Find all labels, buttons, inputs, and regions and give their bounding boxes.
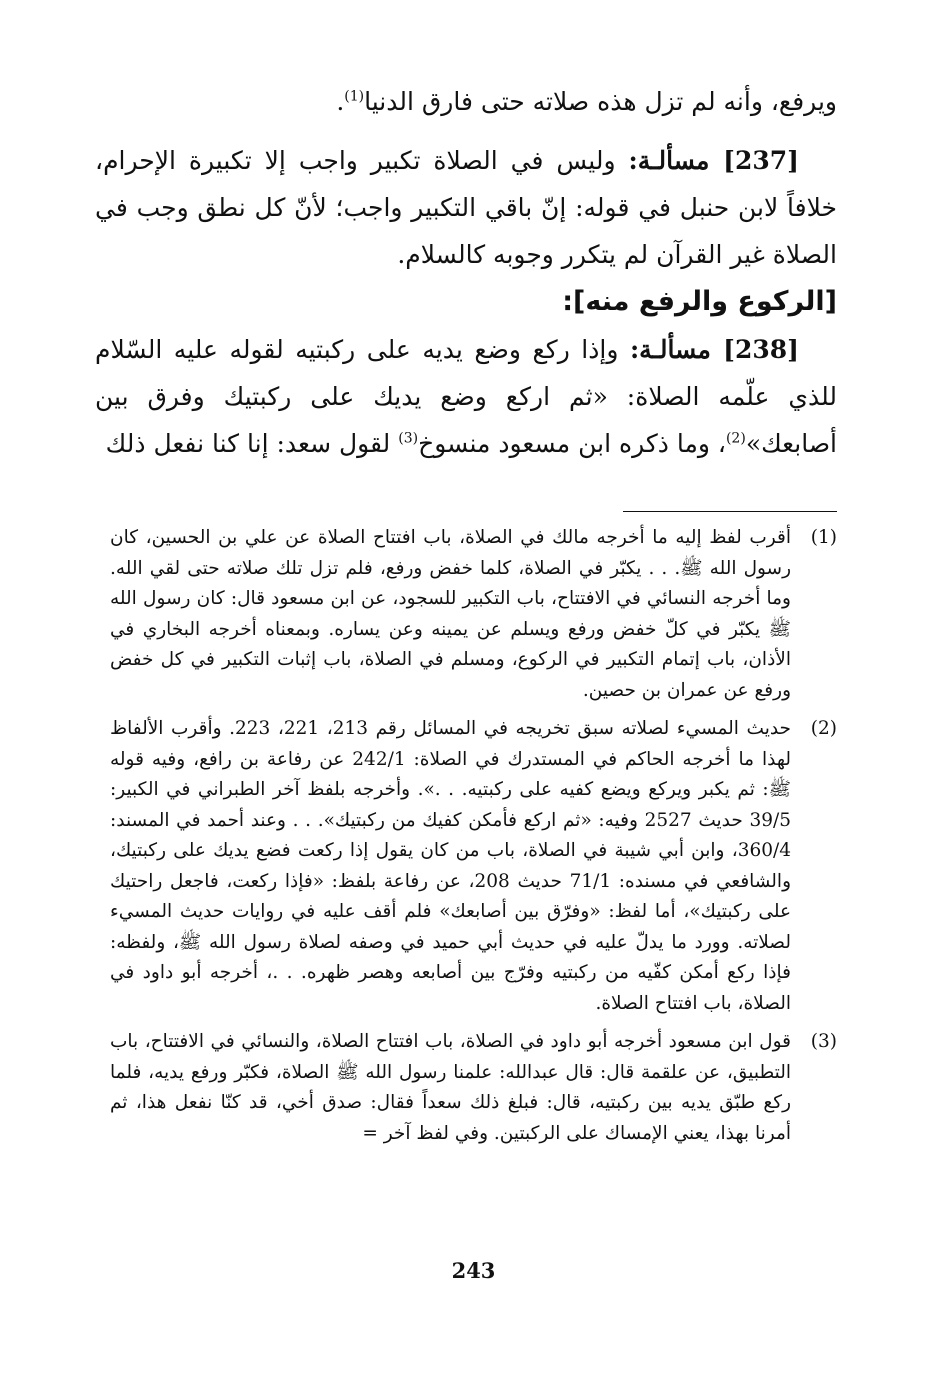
- paragraph-end: .: [336, 87, 345, 116]
- paragraph-continuation: [95, 78, 837, 125]
- footnote-ref: (3): [398, 430, 419, 447]
- main-text: [95, 78, 837, 467]
- footnote-divider: [623, 511, 837, 512]
- footnote-text: قول ابن مسعود أخرجه أبو داود في الصلاة، باب افتتاح الصلاة، والنسائي في الافتتاح، باب التطبيق، عن علقمة قال: قال عبدالله: علمنا رسول الله ﷺ الصلاة، فكبّر ورفع يديه، فلما ركع طبّق يديه بين ركبتيه، قال: فبلغ ذلك سعداً فقال: صدق أخي، قد كنّا نفعل هذا، ثم أمرنا بهذا، يعني الإمساك على الركبتين. وفي لفظ آخر =: [110, 1031, 791, 1144]
- footnote-text: حديث المسيء لصلاته سبق تخريجه في المسائل رقم 213، 221، 223. وأقرب الألفاظ لهذا ما أخرجه الحاكم في المستدرك في الصلاة: 242/1 عن رفاعة بن رافع، وفيه قوله ﷺ: ثم يكبر ويركع ويضع كفيه على ركبتيه. . .». وأخرجه بلفظ آخر الطبراني في الكبير: 39/5 حديث 2527 وفيه: «ثم اركع فأمكن كفيك من ركبتيك». . . وعند أحمد في المسند: 360/4، وابن أبي شيبة في الصلاة، باب من كان يقول إذا ركعت فضع يديك على ركبتيك، والشافعي في مسنده: 71/1 حديث 208، عن رفاعة بلفظ: «فإذا ركعت، فاجعل راحتيك على ركبتيك»، أما لفظ: «وفرّق بين أصابعك» فلم أقف عليه في روايات حديث المسيء لصلاته. وورد ما يدلّ عليه في حديث أبي حميد في وصفه لصلاة رسول الله ﷺ، ولفظه: فإذا ركع أمكن كفّيه من ركبتيه وفرّج بين أصابعه وهصر ظهره. . .، أخرجه أبو داود في الصلاة، باب افتتاح الصلاة.: [110, 718, 792, 1014]
- footnote-text: أقرب لفظ إليه ما أخرجه مالك في الصلاة، باب افتتاح الصلاة عن علي بن الحسين، كان رسول الله ﷺ. . . يكبّر في الصلاة، كلما خفض ورفع، فلم تزل تلك صلاته حتى لقي الله. وما أخرجه النسائي في الافتتاح، باب التكبير للسجود، عن ابن مسعود قال: كان رسول الله ﷺ يكبّر في كلّ خفض ورفع ويسلم عن يمينه وعن يساره. وبمعناه أخرجه البخاري في الأذان، باب إتمام التكبير في الركوع، ومسلم في الصلاة، باب إثبات التكبير في كل خفض ورفع عن عمران بن حصين.: [110, 527, 791, 701]
- section-heading: [الركوع والرفع منه]:: [562, 286, 837, 317]
- paragraph-238: [95, 326, 837, 467]
- page-number: 243: [451, 1258, 496, 1283]
- footnote-2: [110, 714, 837, 1019]
- paragraph-text: وإذا ركع وضع يديه على ركبتيه لقوله عليه السّلام للذي علّمه الصلاة: «ثم اركع وضع يديك على ركبتيك وفرق بين أصابعك»: [95, 335, 837, 458]
- footnote-1: [110, 523, 837, 706]
- footnote-ref: (2): [725, 430, 746, 447]
- footnote-3: [110, 1027, 837, 1149]
- paragraph-text: لقول سعد: إنا كنا نفعل ذلك: [105, 429, 399, 458]
- footnote-number: (1): [810, 527, 837, 548]
- paragraph-text: ويرفع، وأنه لم تزل هذه صلاته حتى فارق الدنيا: [364, 87, 837, 116]
- issue-label: [238] مسألـة:: [629, 335, 799, 364]
- paragraph-text: وليس في الصلاة تكبير واجب إلا تكبيرة الإحرام، خلافاً لابن حنبل في قوله: إنّ باقي التكبير واجب؛ لأنّ كل نطق وجب في الصلاة غير القرآن لم يتكرر وجوبه كالسلام.: [95, 146, 837, 269]
- paragraph-text: ، وما ذكره ابن مسعود منسوخ: [418, 429, 726, 458]
- footnote-ref: (1): [344, 88, 365, 105]
- footnotes: [110, 523, 837, 1157]
- footnote-number: (3): [810, 1031, 837, 1052]
- issue-label: [237] مسألـة:: [628, 146, 799, 175]
- footnote-number: (2): [810, 718, 837, 739]
- paragraph-237: [95, 137, 837, 278]
